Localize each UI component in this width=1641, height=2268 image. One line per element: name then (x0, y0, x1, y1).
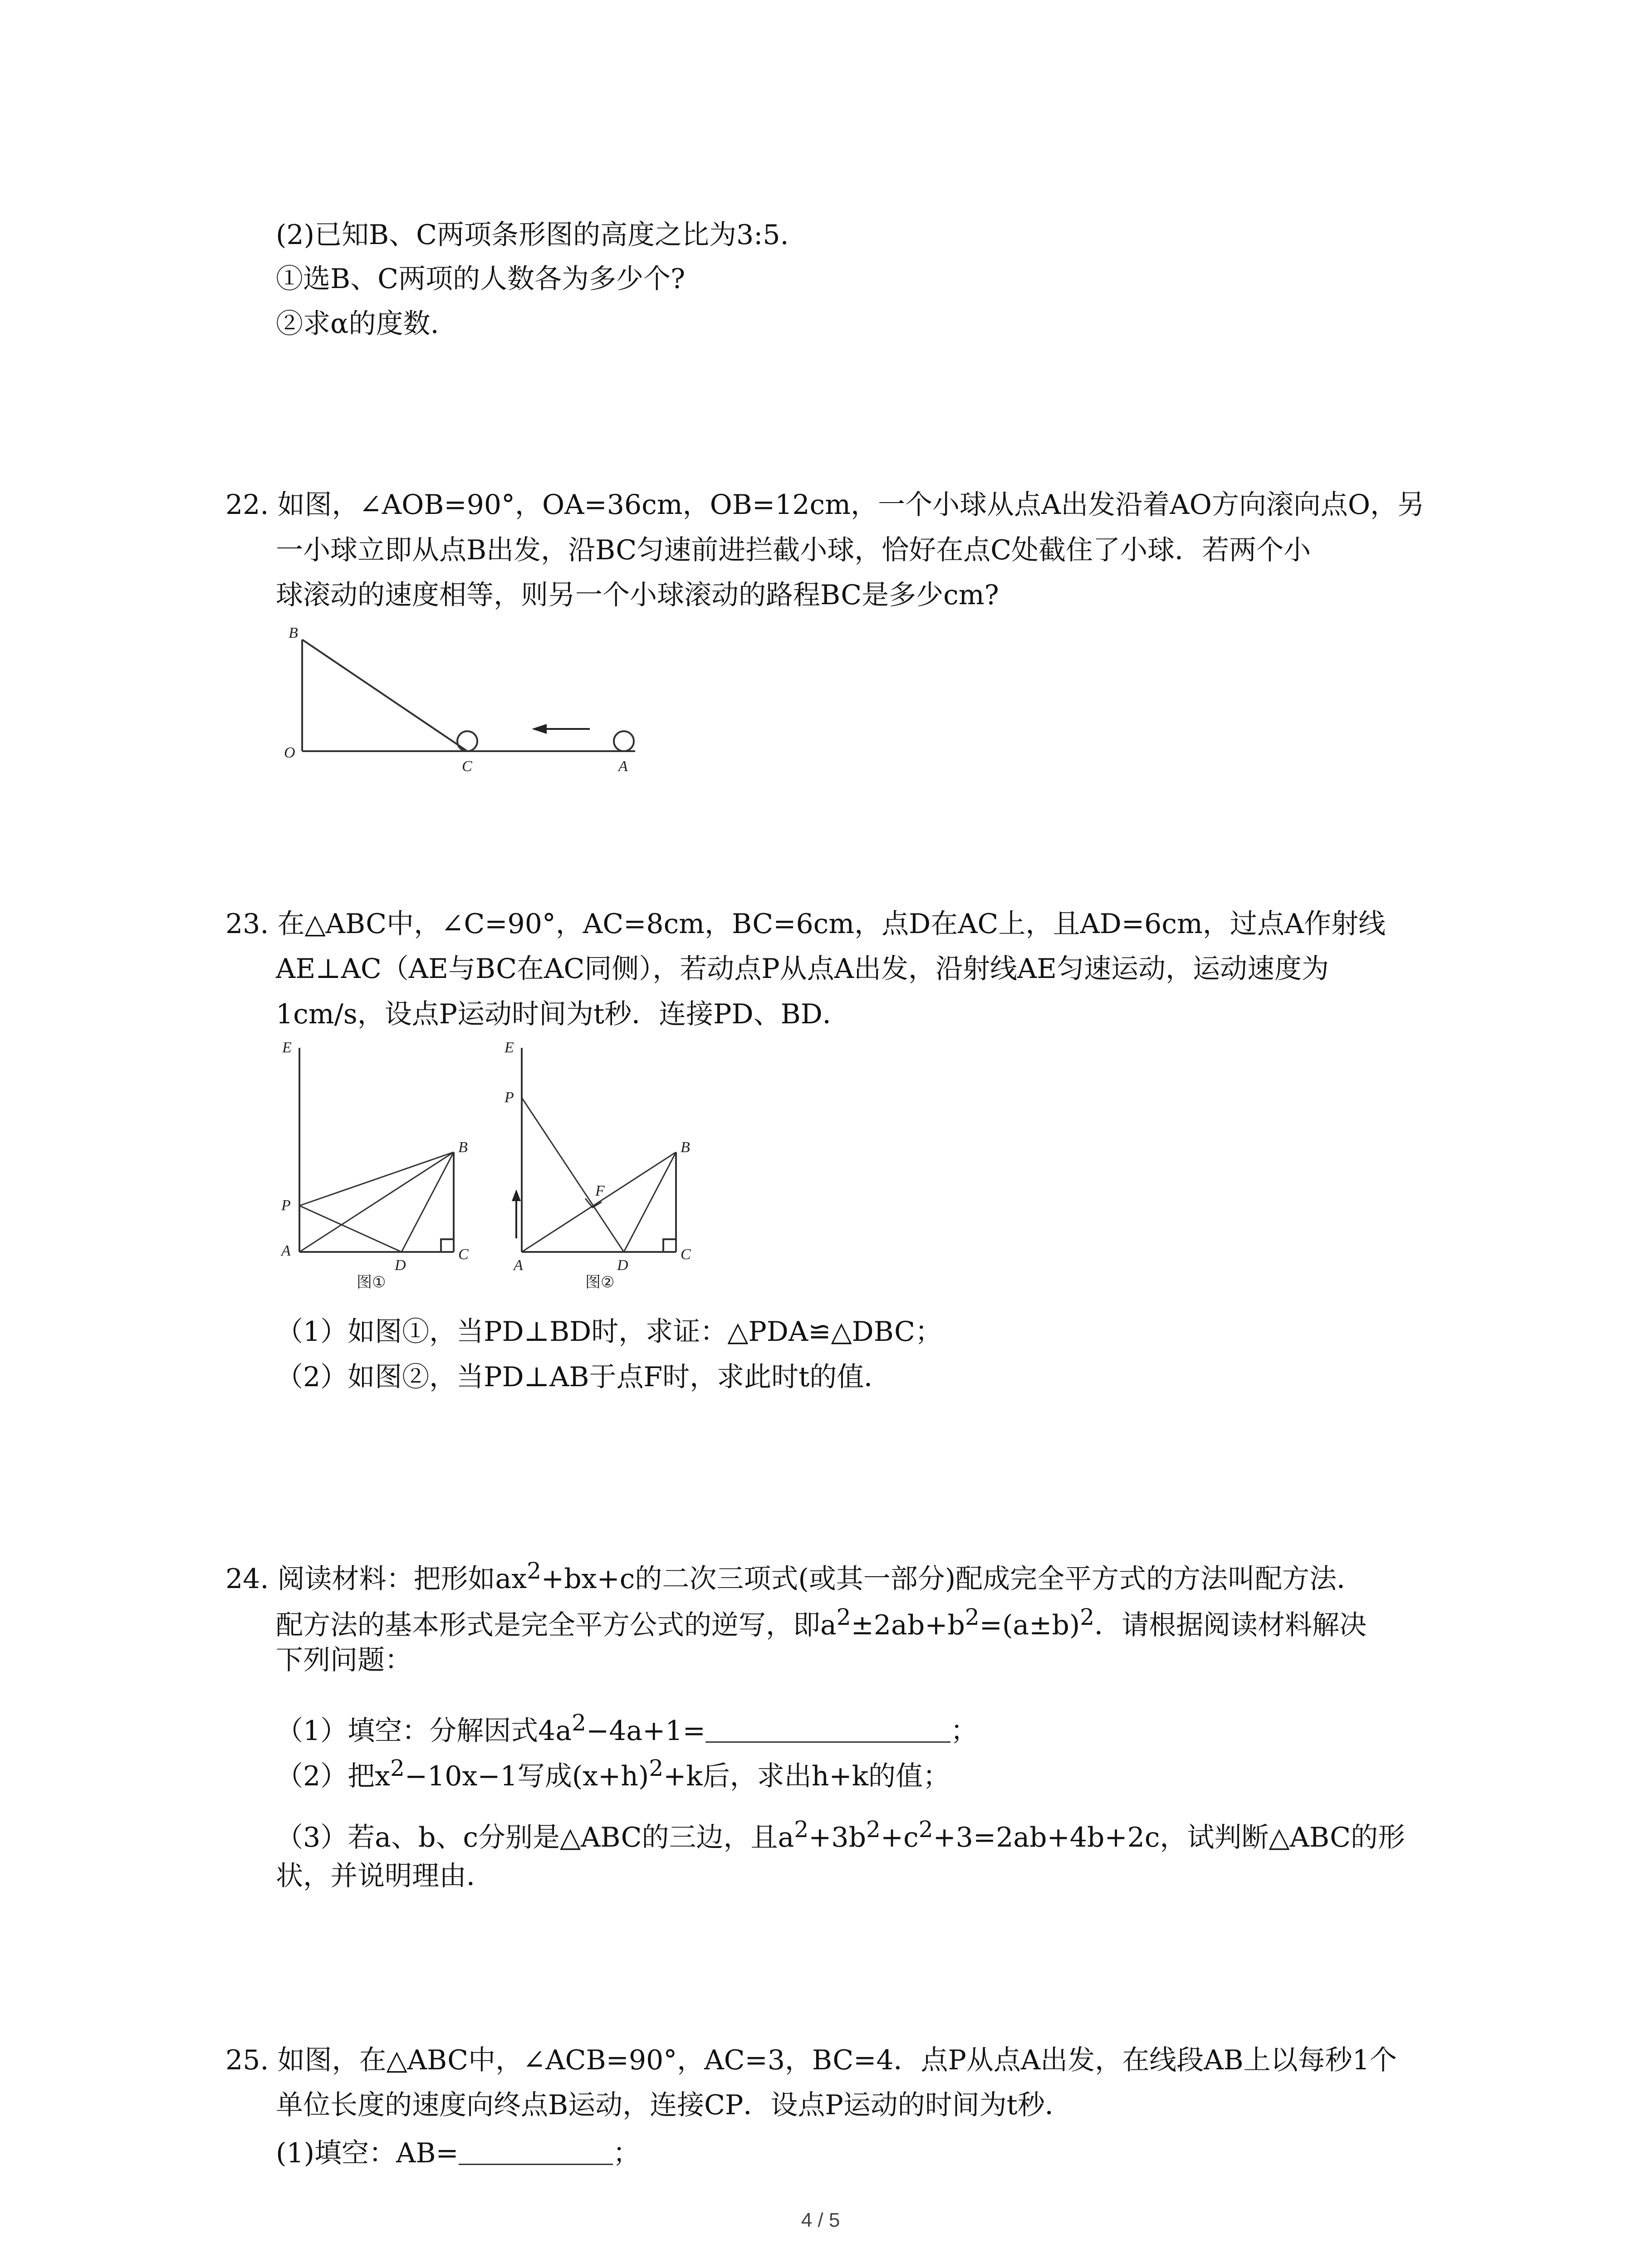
q24-question-3 (276, 1811, 1405, 1856)
q24-q1-a: （1）填空：分解因式4a (276, 1715, 572, 1747)
q22-line1: 22. 如图，∠AOB=90°，OA=36cm，OB=12cm，一个小球从点A出发沿着AO方向滚向点O，另 (225, 489, 1425, 521)
q23-f1-label-D: D (395, 1257, 406, 1274)
q24-sup: 2 (527, 1558, 541, 1584)
q25-line2: 单位长度的速度向终点B运动，连接CP．设点P运动的时间为t秒． (276, 2089, 1072, 2121)
q24-q2-c: +k后，求出h+k的值； (663, 1760, 950, 1792)
q23-question-2: （2）如图②，当PD⊥AB于点F时，求此时t的值． (276, 1361, 892, 1393)
q21-sub2: ②求α的度数. (276, 308, 439, 340)
q23-f2-label-E: E (505, 1039, 514, 1056)
q24-line2-b: ±2ab+b (851, 1609, 965, 1641)
q24-q3-a: （3）若a、b、c分别是△ABC的三边，且a (276, 1822, 794, 1853)
q23-f1-label-P: P (281, 1197, 291, 1214)
q24-line2 (276, 1599, 1367, 1643)
q24-q2-a: （2）把x (276, 1760, 391, 1792)
q22-label-O: O (284, 744, 295, 761)
q25-line1: 25. 如图，在△ABC中，∠ACB=90°，AC=3，BC=4．点P从点A出发，在线段AB上以每秒1个 (225, 2044, 1397, 2076)
q24-q1-b: −4a+1= (586, 1715, 705, 1747)
q24-sup: 2 (649, 1755, 664, 1781)
q22-figure (272, 621, 644, 776)
q24-line1-a: 24. 阅读材料：把形如ax (225, 1563, 527, 1595)
q23-f1-label-A: A (281, 1242, 291, 1259)
q23-f1-caption: 图① (357, 1273, 386, 1291)
q25-answer-blank[interactable] (459, 2132, 613, 2165)
q24-q3-b: +3b (808, 1822, 866, 1853)
q23-f2-label-D: D (617, 1257, 628, 1274)
q23-question-1: （1）如图①，当PD⊥BD时，求证：△PDA≌△DBC； (276, 1316, 942, 1348)
q23-line2: AE⊥AC（AE与BC在AC同侧），若动点P从点A出发，沿射线AE匀速运动，运动速度为 (276, 953, 1329, 985)
q24-sup: 2 (794, 1816, 809, 1843)
q24-question-3-cont: 状，并说明理由． (276, 1860, 494, 1892)
q24-question-2 (276, 1750, 950, 1794)
q23-f2-label-C: C (681, 1246, 691, 1263)
q21-part2: (2)已知B、C两项条形图的高度之比为3:5. (276, 219, 789, 251)
q24-q3-d: +3=2ab+4b+2c，试判断△ABC的形 (933, 1822, 1406, 1853)
q24-sup: 2 (965, 1604, 980, 1630)
q24-q3-c: +c (880, 1822, 919, 1853)
q23-f1-label-C: C (458, 1246, 469, 1263)
q24-line1 (225, 1553, 1364, 1597)
q25-q1-b: ； (612, 2137, 640, 2169)
q23-line1: 23. 在△ABC中，∠C=90°，AC=8cm，BC=6cm，点D在AC上，且AD=6cm，过点A作射线 (225, 908, 1386, 940)
q25-q1-a: (1)填空：AB= (276, 2137, 459, 2169)
q24-line2-c: =(a±b) (979, 1609, 1080, 1641)
q24-sup: 2 (836, 1604, 851, 1630)
q22-label-C: C (462, 758, 472, 775)
q23-figure-1 (272, 1039, 490, 1293)
q24-q2-b: −10x−1写成(x+h) (404, 1760, 649, 1792)
q24-line1-b: +bx+c的二次三项式(或其一部分)配成完全平方式的方法叫配方法． (541, 1563, 1364, 1595)
q23-f2-label-P: P (505, 1089, 514, 1106)
q23-f2-label-A: A (514, 1257, 523, 1274)
q24-sup: 2 (866, 1816, 881, 1843)
q24-line3: 下列问题： (276, 1644, 412, 1676)
q24-q1-c: ； (950, 1715, 978, 1747)
q24-sup: 2 (572, 1710, 586, 1736)
q24-question-1 (276, 1705, 978, 1749)
q24-answer-blank[interactable] (705, 1710, 950, 1743)
q23-line3: 1cm/s，设点P运动时间为t秒．连接PD、BD． (276, 998, 850, 1030)
q23-f1-label-B: B (458, 1139, 468, 1156)
q24-sup: 2 (390, 1755, 405, 1781)
q24-sup: 2 (1080, 1604, 1095, 1630)
q23-f2-label-F: F (595, 1183, 605, 1199)
q22-label-A: A (618, 758, 628, 775)
q24-sup: 2 (918, 1816, 933, 1843)
q22-line3: 球滚动的速度相等，则另一个小球滚动的路程BC是多少cm? (276, 579, 999, 611)
q22-label-B: B (289, 625, 298, 641)
q23-f2-label-B: B (681, 1139, 690, 1156)
q23-f1-label-E: E (282, 1039, 292, 1056)
q23-figure-2 (495, 1039, 712, 1293)
q25-question-1 (276, 2132, 640, 2171)
q24-line2-a: 配方法的基本形式是完全平方公式的逆写，即a (276, 1609, 837, 1641)
q21-sub1: ①选B、C两项的人数各为多少个? (276, 263, 686, 295)
q24-line2-d: ．请根据阅读材料解决 (1094, 1609, 1367, 1641)
page-number: 4 / 5 (801, 2209, 840, 2231)
q22-line2: 一小球立即从点B出发，沿BC匀速前进拦截小球，恰好在点C处截住了小球．若两个小 (276, 534, 1311, 566)
q23-f2-caption: 图② (585, 1273, 615, 1291)
